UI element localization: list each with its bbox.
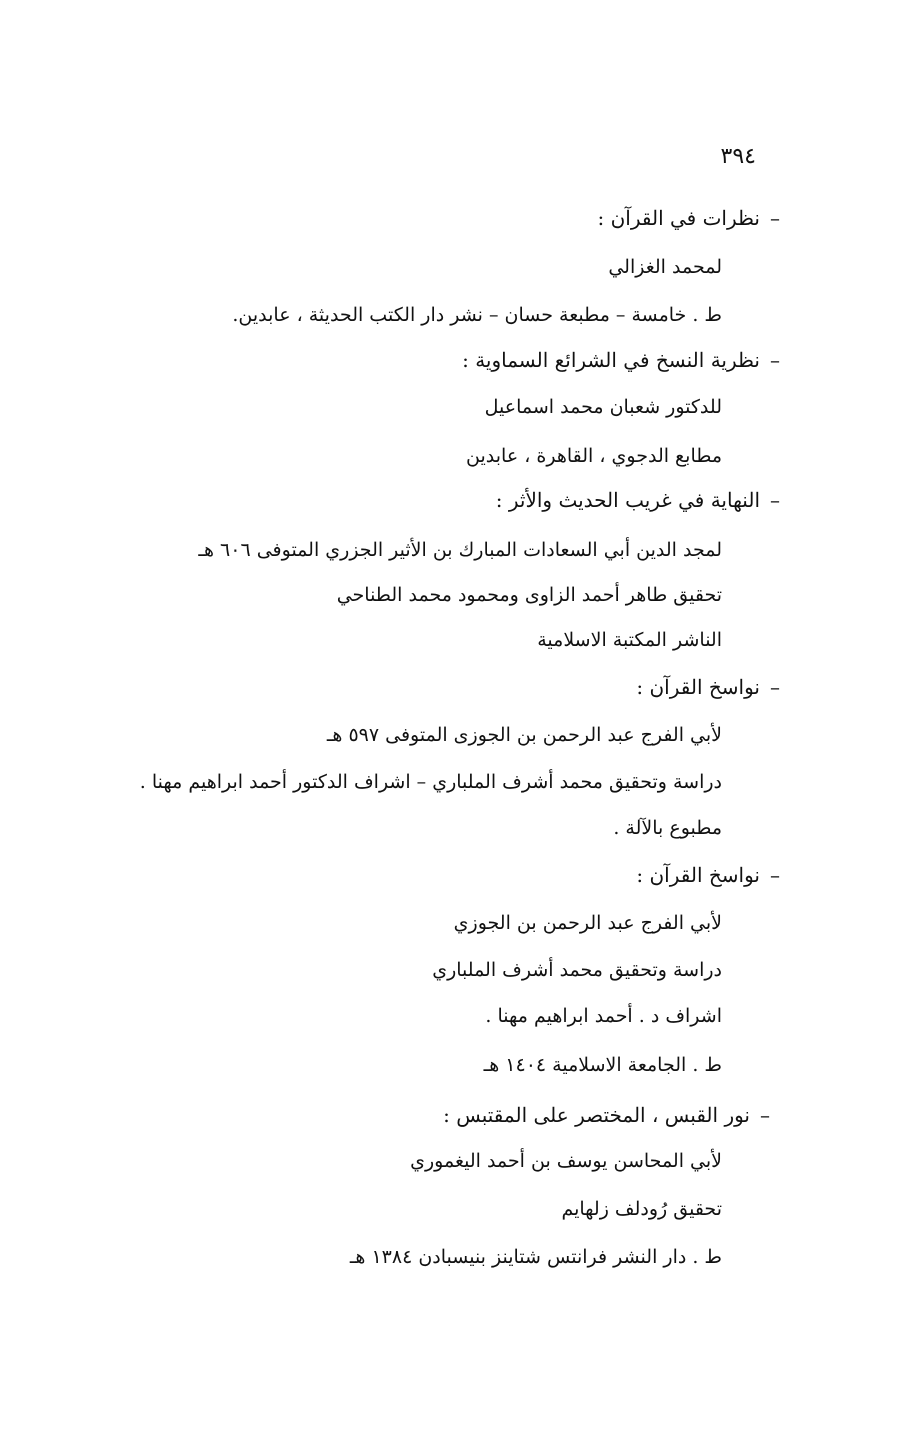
entry-detail-line: ط . خامسة – مطبعة حسان – نشر دار الكتب الحديثة ، عابدين. (232, 304, 722, 326)
entry-title (496, 485, 780, 515)
entry-detail-line: ط . الجامعة الاسلامية ١٤٠٤ هـ (483, 1054, 722, 1076)
entry-dash: – (770, 348, 780, 372)
entry-detail-line: للدكتور شعبان محمد اسماعيل (484, 396, 722, 418)
entry-detail-line: لأبي المحاسن يوسف بن أحمد اليغموري (410, 1150, 722, 1172)
entry-dash: – (770, 488, 780, 512)
entry-dash: – (770, 675, 780, 699)
entry-detail-line: اشراف د . أحمد ابراهيم مهنا . (485, 1005, 722, 1027)
entry-detail-line: تحقيق رُودلف زلهايم (561, 1198, 722, 1220)
entry-detail-line: الناشر المكتبة الاسلامية (537, 629, 722, 651)
entry-detail-line: مطبوع بالآلة . (613, 817, 722, 839)
entry-title-text: نور القبس ، المختصر على المقتبس : (443, 1103, 750, 1127)
entry-detail-line: لأبي الفرج عبد الرحمن بن الجوزي (453, 912, 722, 934)
entry-dash: – (760, 1103, 770, 1127)
entry-title-text: نظرية النسخ في الشرائع السماوية : (462, 348, 760, 372)
entry-title-text: النهاية في غريب الحديث والأثر : (495, 488, 760, 512)
entry-dash: – (770, 863, 780, 887)
entry-title-text: نواسخ القرآن : (636, 675, 760, 699)
entry-title (462, 345, 780, 375)
entry-dash: – (770, 206, 780, 230)
entry-detail-line: ط . دار النشر فرانتس شتاينز بنيسبادن ١٣٨٤ هـ (349, 1246, 722, 1268)
entry-title (443, 1100, 770, 1130)
entry-detail-line: لأبي الفرج عبد الرحمن بن الجوزى المتوفى ٥٩٧ هـ (326, 724, 722, 746)
entry-detail-line: مطابع الدجوي ، القاهرة ، عابدين (466, 445, 722, 467)
entry-detail-line: تحقيق طاهر أحمد الزاوى ومحمود محمد الطناحي (336, 584, 722, 606)
entry-title (636, 860, 780, 890)
entry-title (598, 203, 780, 233)
entry-detail-line: دراسة وتحقيق محمد أشرف الملباري (432, 959, 722, 981)
entry-detail-line: لمحمد الغزالي (608, 256, 722, 278)
entry-title-text: نواسخ القرآن : (636, 863, 760, 887)
entry-title-text: نظرات في القرآن : (597, 206, 760, 230)
entry-detail-line: دراسة وتحقيق محمد أشرف الملباري – اشراف الدكتور أحمد ابراهيم مهنا . (139, 771, 722, 793)
entry-title (636, 672, 780, 702)
entry-detail-line: لمجد الدين أبي السعادات المبارك بن الأثير الجزري المتوفى ٦٠٦ هـ (198, 539, 722, 561)
page-number: ٣٩٤ (720, 144, 756, 169)
